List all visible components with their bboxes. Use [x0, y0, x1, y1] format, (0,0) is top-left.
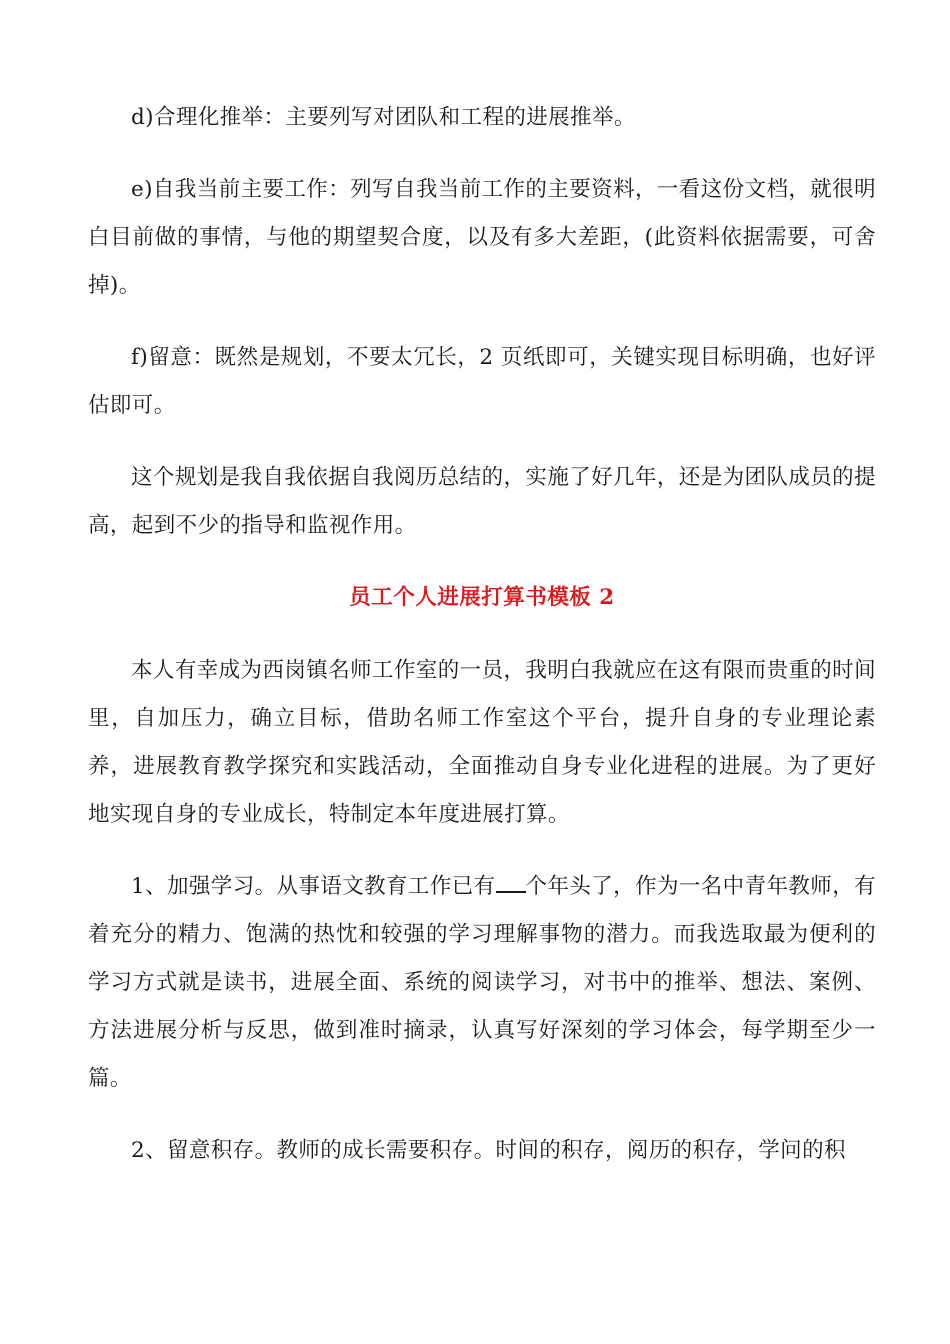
- paragraph-d: d)合理化推举：主要列写对团队和工程的进展推举。: [131, 105, 636, 130]
- fill-in-blank: [496, 871, 526, 893]
- paragraph-f: f)留意：既然是规划，不要太冗长，2 页纸即可，关键实现目标明确，也好评估即可。: [88, 345, 876, 418]
- document-body: [88, 94, 876, 1199]
- section-heading: 员工个人进展打算书模板 2: [349, 585, 615, 610]
- paragraph-item-2: 2、留意积存。教师的成长需要积存。时间的积存，阅历的积存，学问的积: [131, 1138, 846, 1163]
- paragraph-e: e)自我当前主要工作：列写自我当前工作的主要资料，一看这份文档，就很明白目前做的事情，与他的期望契合度，以及有多大差距，(此资料依据需要，可舍掉)。: [88, 177, 876, 298]
- paragraph-item-1: [88, 863, 876, 1103]
- item-1-text-after: 个年头了，作为一名中青年教师，有着充分的精力、饱满的热忱和较强的学习理解事物的潜力。而我选取最为便利的学习方式就是读书，进展全面、系统的阅读学习，对书中的推举、想法、案例、方法进展分析与反思，做到准时摘录，认真写好深刻的学习体会，每学期至少一篇。: [88, 874, 877, 1091]
- item-1-text-before: 1、加强学习。从事语文教育工作已有: [131, 874, 496, 899]
- paragraph-summary: 这个规划是我自我依据自我阅历总结的，实施了好几年，还是为团队成员的提高，起到不少的指导和监视作用。: [88, 465, 876, 538]
- paragraph-intro: 本人有幸成为西岗镇名师工作室的一员，我明白我就应在这有限而贵重的时间里，自加压力，确立目标，借助名师工作室这个平台，提升自身的专业理论素养，进展教育教学探究和实践活动，全面推动自身专业化进程的进展。为了更好地实现自身的专业成长，特制定本年度进展打算。: [88, 658, 876, 827]
